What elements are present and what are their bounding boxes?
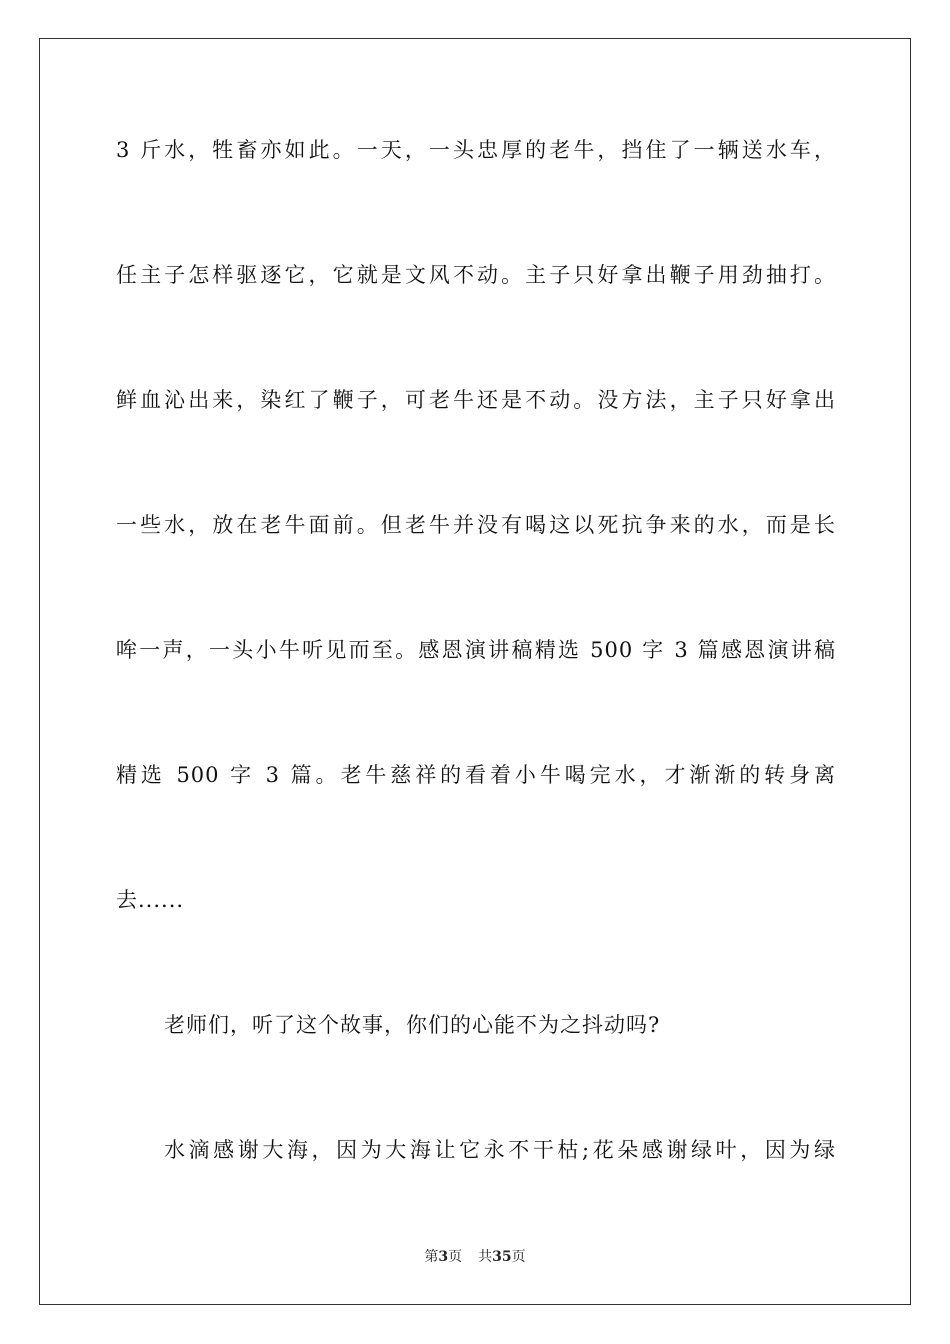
- body-line-5: 哞一声，一头小牛听见而至。感恩演讲稿精选 500 字 3 篇感恩演讲稿: [116, 638, 836, 662]
- total-prefix: 共: [478, 1249, 493, 1265]
- paragraph-teachers-question: 老师们，听了这个故事，你们的心能不为之抖动吗?: [164, 1013, 661, 1037]
- page-border: [39, 38, 911, 1305]
- body-line-2: 任主子怎样驱逐它，它就是文风不动。主子只好拿出鞭子用劲抽打。: [116, 263, 836, 287]
- current-page-number: 3: [438, 1249, 449, 1265]
- page-footer: [0, 1247, 950, 1267]
- body-line-7: 去......: [116, 888, 185, 912]
- body-line-6: 精选 500 字 3 篇。老牛慈祥的看着小牛喝完水，才渐渐的转身离: [116, 763, 836, 787]
- body-line-3: 鲜血沁出来，染红了鞭子，可老牛还是不动。没方法，主子只好拿出: [116, 388, 836, 412]
- paragraph-gratitude-start: 水滴感谢大海，因为大海让它永不干枯;花朵感谢绿叶，因为绿: [164, 1138, 836, 1162]
- page-prefix: 第: [424, 1249, 439, 1265]
- body-line-1: 3 斤水，牲畜亦如此。一天，一头忠厚的老牛，挡住了一辆送水车，: [116, 138, 836, 162]
- body-line-4: 一些水，放在老牛面前。但老牛并没有喝这以死抗争来的水，而是长: [116, 513, 836, 537]
- total-suffix: 页: [511, 1249, 526, 1265]
- total-page-count: 35: [492, 1249, 512, 1265]
- page-suffix: 页: [448, 1249, 463, 1265]
